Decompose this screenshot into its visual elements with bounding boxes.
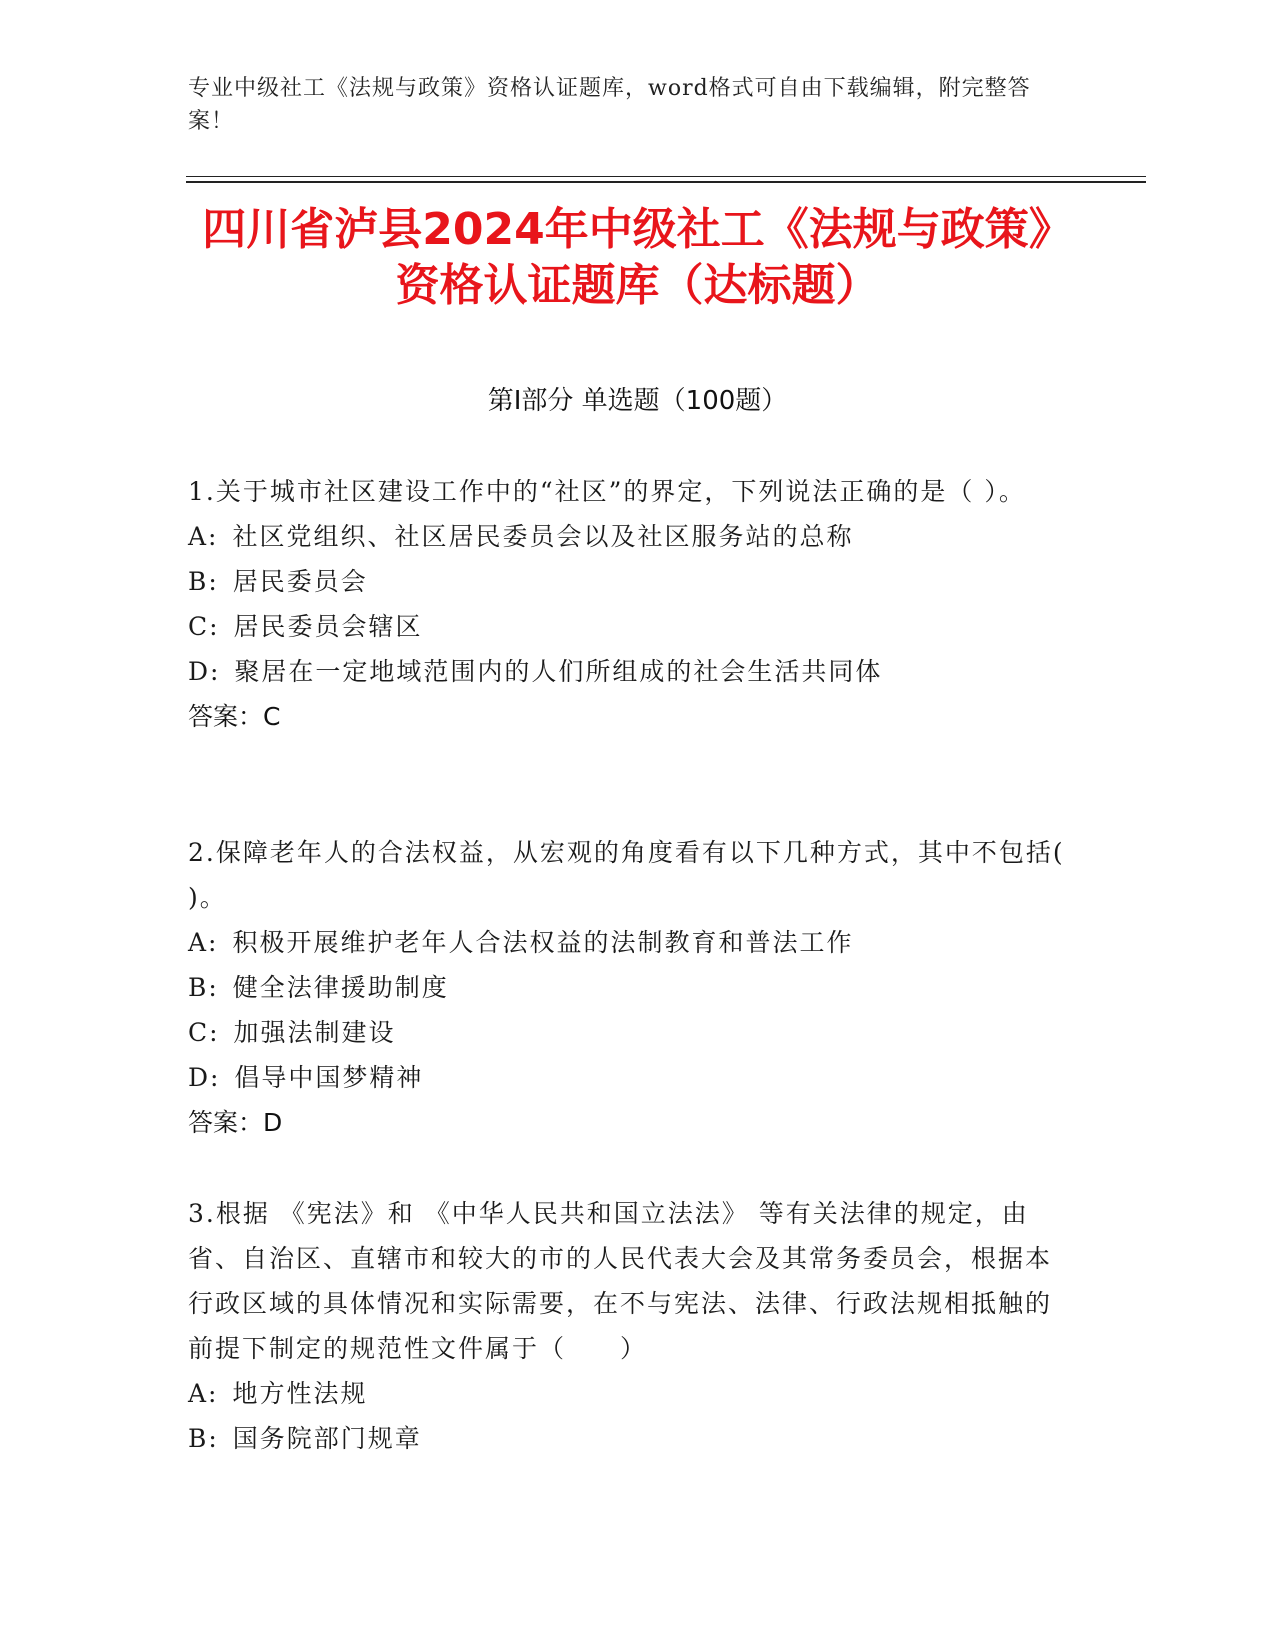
header-rule-thick	[186, 181, 1146, 183]
answer-label: 答案：	[188, 1108, 264, 1137]
option-text: 倡导中国梦精神	[234, 1063, 424, 1092]
option-c	[188, 1010, 1068, 1055]
option-text: 健全法律援助制度	[232, 973, 449, 1002]
header-note: 专业中级社工《法规与政策》资格认证题库，word格式可自由下载编辑，附完整答案！	[188, 76, 1031, 134]
option-text: 国务院部门规章	[232, 1424, 422, 1453]
question-1	[188, 469, 1068, 739]
option-text: 积极开展维护老年人合法权益的法制教育和普法工作	[232, 928, 854, 957]
option-b	[188, 965, 1068, 1010]
option-c	[188, 604, 1068, 649]
question-stem: 2.保障老年人的合法权益，从宏观的角度看有以下几种方式，其中不包括( )。	[188, 838, 1065, 912]
answer-value: D	[263, 1108, 283, 1137]
option-text: 社区党组织、社区居民委员会以及社区服务站的总称	[232, 522, 854, 551]
option-text: 聚居在一定地域范围内的人们所组成的社会生活共同体	[234, 657, 883, 686]
option-a	[188, 514, 1068, 559]
option-b	[188, 1416, 1068, 1461]
option-letter: D:	[188, 657, 221, 686]
option-letter: C:	[188, 612, 220, 641]
option-d	[188, 649, 1068, 694]
option-letter: C:	[188, 1018, 220, 1047]
option-d	[188, 1055, 1068, 1100]
answer-line	[188, 1100, 1068, 1145]
answer-label: 答案：	[188, 702, 264, 731]
option-text: 居民委员会辖区	[233, 612, 423, 641]
option-a	[188, 1371, 1068, 1416]
section-title: 第I部分 单选题（100题）	[487, 386, 788, 416]
answer-line	[188, 694, 1068, 739]
option-letter: A:	[188, 522, 219, 551]
answer-value: C	[263, 702, 281, 731]
title-line-2: 资格认证题库（达标题）	[395, 260, 880, 311]
option-letter: B:	[188, 567, 219, 596]
option-letter: B:	[188, 973, 219, 1002]
question-stem: 1.关于城市社区建设工作中的“社区”的界定，下列说法正确的是（ ）。	[188, 477, 1026, 506]
question-3	[188, 1191, 1068, 1461]
document-title	[140, 202, 1135, 314]
question-2	[188, 830, 1068, 1145]
option-letter: A:	[188, 928, 219, 957]
question-stem: 3.根据 《宪法》和 《中华人民共和国立法法》 等有关法律的规定，由省、自治区、直辖市和较大的市的人民代表大会及其常务委员会，根据本行政区域的具体情况和实际需要，在不与宪法、法律、行政法规相抵触的前提下制定的规范性文件属于（ ）	[188, 1199, 1053, 1363]
option-text: 地方性法规	[232, 1379, 368, 1408]
option-letter: B:	[188, 1424, 219, 1453]
option-a	[188, 920, 1068, 965]
header-rule-thin	[186, 176, 1146, 177]
option-text: 加强法制建设	[233, 1018, 396, 1047]
option-text: 居民委员会	[232, 567, 368, 596]
option-letter: D:	[188, 1063, 221, 1092]
title-line-1: 四川省泸县2024年中级社工《法规与政策》	[202, 204, 1073, 255]
option-letter: A:	[188, 1379, 219, 1408]
option-b	[188, 559, 1068, 604]
